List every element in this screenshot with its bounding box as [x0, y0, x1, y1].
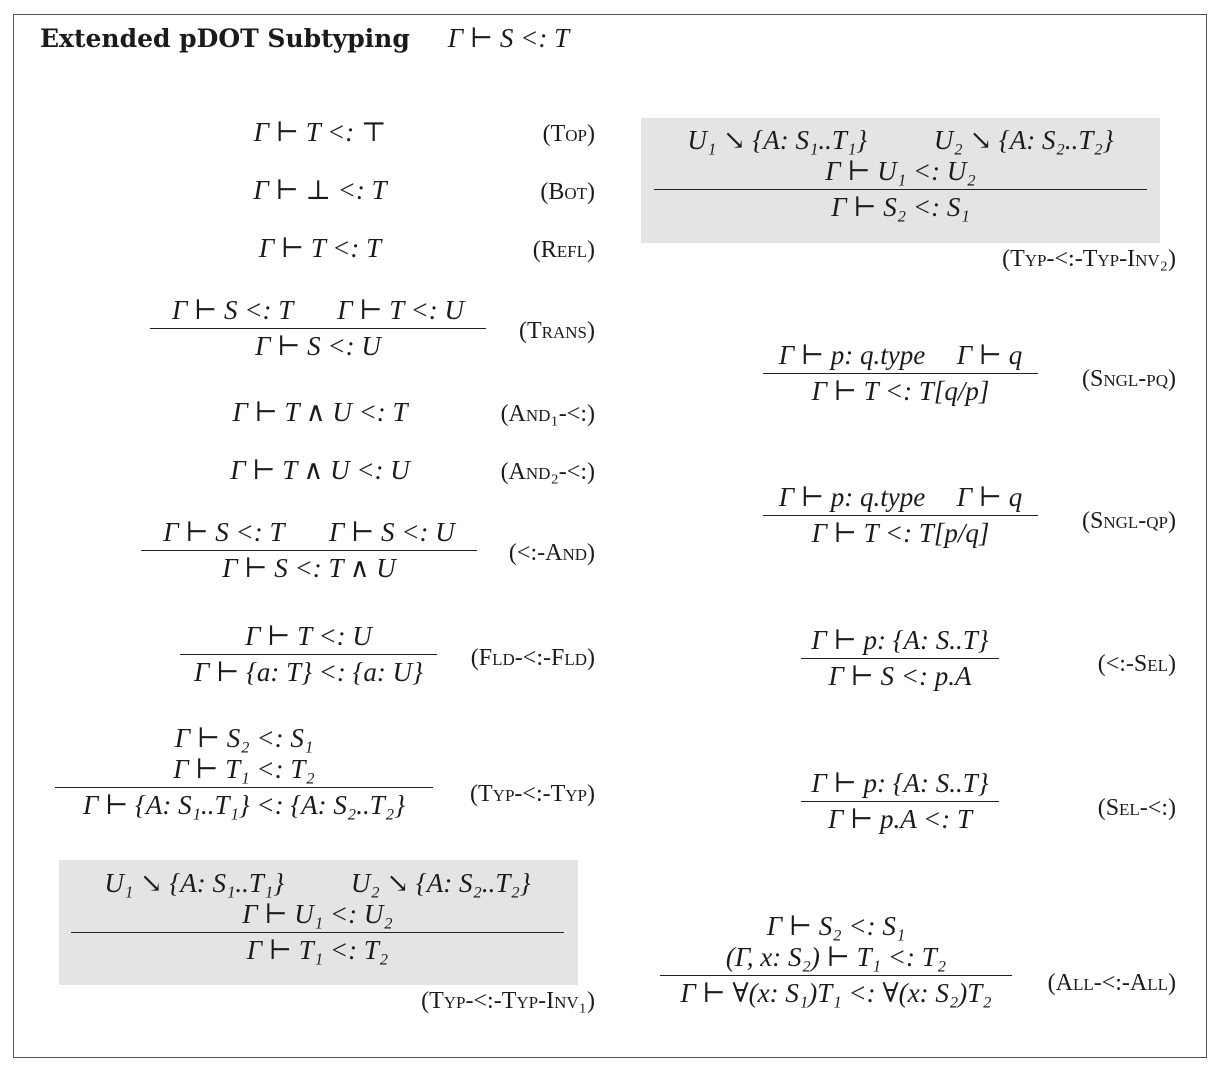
rule-trans	[150, 295, 486, 362]
rule-sngl-qp-premise-1: Γ ⊢ p: q.type	[778, 482, 926, 512]
rule-typ-inv2-conclusion: Γ ⊢ S₂ <: S₁	[831, 192, 970, 223]
rule-bot	[210, 175, 430, 206]
rule-sel-sub-premise: Γ ⊢ p: {A: S..T}	[811, 768, 989, 798]
rule-sel-sub-label: (Sel-<:)	[1097, 795, 1176, 821]
rule-typ-inv2-premise-2: U₂ ↘ {A: S₂..T₂}	[933, 125, 1114, 155]
inference-line	[150, 328, 486, 329]
inference-line	[660, 975, 1012, 976]
rule-typ-premise-1: Γ ⊢ S₂ <: S₁	[174, 723, 314, 753]
rule-sub-and-conclusion: Γ ⊢ S <: T ∧ U	[222, 553, 396, 584]
rule-sel-sub	[801, 768, 999, 835]
rule-sel-sub-conclusion: Γ ⊢ p.A <: T	[827, 804, 973, 835]
rule-bot-conclusion: Γ ⊢ ⊥ <: T	[253, 175, 387, 205]
rule-typ-inv1-premise-3: Γ ⊢ U₁ <: U₂	[242, 899, 393, 930]
rule-refl	[210, 233, 430, 264]
rule-typ-inv1-premise-1: U₁ ↘ {A: S₁..T₁}	[104, 868, 285, 898]
rule-sub-sel-conclusion: Γ ⊢ S <: p.A	[828, 661, 972, 692]
figure-header	[40, 23, 569, 54]
inference-line	[55, 787, 433, 788]
rule-top-label: (Top)	[542, 121, 595, 147]
rule-typ-inv2	[654, 125, 1147, 223]
rule-typ-label: (Typ-<:-Typ)	[470, 781, 595, 807]
rule-trans-premise-2: Γ ⊢ T <: U	[337, 295, 465, 325]
rule-and1	[200, 397, 440, 428]
rule-sngl-qp-label: (Sngl-qp)	[1082, 508, 1176, 534]
rule-all-premise-2: (Γ, x: S₂) ⊢ T₁ <: T₂	[725, 942, 947, 973]
rule-sub-and-label: (<:-And)	[508, 540, 595, 566]
rule-typ-inv1-premise-2: U₂ ↘ {A: S₂..T₂}	[350, 868, 531, 898]
inference-line	[763, 373, 1038, 374]
rule-typ-inv1-conclusion: Γ ⊢ T₁ <: T₂	[246, 935, 389, 966]
rule-fld-conclusion: Γ ⊢ {a: T} <: {a: U}	[194, 657, 423, 688]
inference-line	[801, 658, 999, 659]
rule-top-conclusion: Γ ⊢ T <: ⊤	[253, 117, 387, 147]
rule-sngl-pq	[763, 340, 1038, 407]
rule-and2-conclusion: Γ ⊢ T ∧ U <: U	[230, 455, 410, 485]
rule-refl-label: (Refl)	[532, 237, 595, 263]
rule-and2	[200, 455, 440, 486]
rule-sngl-qp-premise-2: Γ ⊢ q	[956, 482, 1023, 512]
rule-and1-label: (And₁-<:)	[500, 401, 595, 427]
figure-title: Extended pDOT Subtyping	[40, 24, 410, 53]
rule-sub-sel	[801, 625, 999, 692]
rule-sngl-pq-premise-2: Γ ⊢ q	[956, 340, 1023, 370]
rule-sngl-qp	[763, 482, 1038, 549]
rule-sub-sel-premise: Γ ⊢ p: {A: S..T}	[811, 625, 989, 655]
inference-line	[71, 932, 564, 933]
rule-sub-and	[141, 517, 477, 584]
rule-sub-sel-label: (<:-Sel)	[1097, 651, 1176, 677]
inference-line	[801, 801, 999, 802]
rule-sngl-pq-premise-1: Γ ⊢ p: q.type	[778, 340, 926, 370]
rule-all-premise-1: Γ ⊢ S₂ <: S₁	[766, 911, 906, 941]
judgement-form: Γ ⊢ S <: T	[447, 23, 570, 53]
rule-fld-premise: Γ ⊢ T <: U	[245, 621, 372, 651]
rule-typ	[55, 723, 433, 821]
rule-typ-inv2-premise-1: U₁ ↘ {A: S₁..T₁}	[687, 125, 868, 155]
rule-typ-premise-2: Γ ⊢ T₁ <: T₂	[173, 754, 315, 785]
rule-typ-inv1	[71, 868, 564, 966]
rule-and1-conclusion: Γ ⊢ T ∧ U <: T	[232, 397, 408, 427]
rule-top	[210, 117, 430, 148]
rule-trans-premise-1: Γ ⊢ S <: T	[171, 295, 294, 325]
rule-fld	[180, 621, 437, 688]
rule-sngl-qp-conclusion: Γ ⊢ T <: T[p/q]	[811, 518, 990, 549]
rule-all-label: (All-<:-All)	[1047, 970, 1176, 996]
rule-trans-label: (Trans)	[519, 318, 595, 344]
rule-trans-conclusion: Γ ⊢ S <: U	[255, 331, 381, 362]
inference-line	[763, 515, 1038, 516]
rule-all-conclusion: Γ ⊢ ∀(x: S₁)T₁ <: ∀(x: S₂)T₂	[680, 978, 992, 1009]
rule-typ-inv2-premise-3: Γ ⊢ U₁ <: U₂	[825, 156, 976, 187]
rule-typ-inv2-label: (Typ-<:-Typ-Inv₂)	[1002, 246, 1176, 272]
rule-and2-label: (And₂-<:)	[500, 459, 595, 485]
rule-typ-conclusion: Γ ⊢ {A: S₁..T₁} <: {A: S₂..T₂}	[82, 790, 406, 821]
inference-line	[654, 189, 1147, 190]
inference-line	[141, 550, 477, 551]
rule-sub-and-premise-1: Γ ⊢ S <: T	[163, 517, 285, 547]
rule-sngl-pq-conclusion: Γ ⊢ T <: T[q/p]	[811, 376, 990, 407]
rule-fld-label: (Fld-<:-Fld)	[470, 645, 595, 671]
rule-all	[660, 911, 1012, 1009]
rule-bot-label: (Bot)	[540, 179, 595, 205]
rule-sub-and-premise-2: Γ ⊢ S <: U	[328, 517, 455, 547]
rule-typ-inv1-label: (Typ-<:-Typ-Inv₁)	[421, 988, 595, 1014]
rule-sngl-pq-label: (Sngl-pq)	[1082, 366, 1176, 392]
rule-refl-conclusion: Γ ⊢ T <: T	[258, 233, 382, 263]
inference-line	[180, 654, 437, 655]
